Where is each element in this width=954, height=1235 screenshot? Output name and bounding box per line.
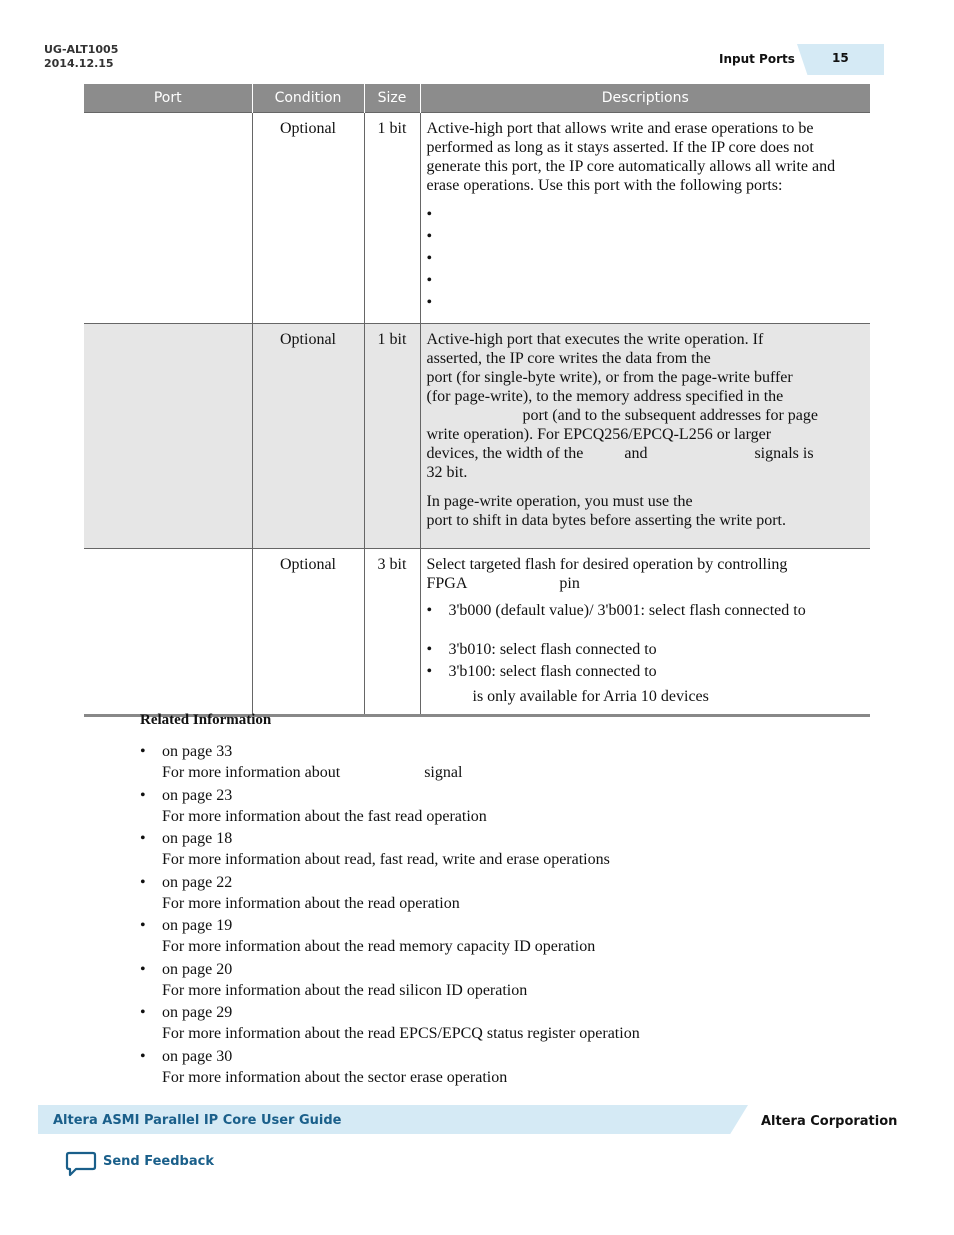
list-item: • 3'b010: select flash connected to (427, 640, 865, 659)
text-line: port (for single-byte write), or from the page-write buffer (426, 369, 793, 386)
related-desc: For more information about the fast read operation (162, 807, 487, 825)
condition-cell: Optional (252, 324, 364, 549)
text-line: FPGA (426, 575, 468, 592)
related-port-list (427, 205, 865, 312)
port-cell (84, 113, 252, 324)
related-desc: For more information about read, fast read, write and erase operations (162, 851, 610, 868)
condition-cell: Optional (252, 549, 364, 716)
table-row (84, 324, 870, 549)
text-line: 32 bit. (426, 464, 468, 481)
list-item[interactable] (140, 1046, 820, 1088)
footer-guide-title[interactable]: Altera ASMI Parallel IP Core User Guide (53, 1113, 342, 1128)
list-item[interactable] (140, 741, 820, 783)
port-cell (84, 324, 252, 549)
size-cell: 1 bit (364, 113, 420, 324)
related-link[interactable]: on page 33 (162, 743, 233, 760)
description-text (427, 555, 865, 593)
table-row (84, 549, 870, 716)
description-cell (420, 549, 870, 716)
table-row (84, 113, 870, 324)
feedback-icon[interactable] (65, 1150, 97, 1178)
doc-date: 2014.12.15 (44, 57, 114, 70)
list-item (427, 249, 865, 268)
send-feedback-link[interactable]: Send Feedback (103, 1154, 214, 1169)
doc-id-block (44, 43, 118, 71)
related-desc: For more information about the read EPCS/EPCQ status register operation (162, 1025, 640, 1042)
related-info-title: Related Information (140, 712, 272, 728)
list-item[interactable] (140, 785, 820, 827)
related-desc: For more information about (162, 764, 341, 781)
list-item: • 3'b100: select flash connected to (427, 662, 865, 681)
availability-note: is only available for Arria 10 devices (472, 688, 709, 705)
related-link[interactable]: on page 23 (162, 786, 233, 804)
related-link[interactable]: on page 30 (162, 1047, 233, 1065)
text-line: port to shift in data bytes before asserting the write port. (426, 512, 786, 529)
section-title: Input Ports (719, 52, 795, 66)
size-cell: 1 bit (364, 324, 420, 549)
related-info-list (140, 741, 820, 1089)
list-item[interactable] (140, 959, 820, 1001)
table-header-row (84, 84, 870, 113)
column-header-condition: Condition (252, 84, 364, 113)
list-item[interactable] (140, 915, 820, 957)
column-header-port: Port (84, 84, 252, 113)
list-item[interactable] (140, 1002, 820, 1044)
list-item (427, 271, 865, 290)
related-link[interactable]: on page 18 (162, 830, 233, 847)
text-line: port (and to the subsequent addresses for page (522, 407, 818, 424)
text-line: write operation). For EPCQ256/EPCQ-L256 or larger (426, 426, 772, 443)
flash-select-list (427, 601, 865, 681)
text-line: devices, the width of the (426, 445, 584, 462)
description-text (427, 492, 865, 530)
column-header-descriptions: Descriptions (420, 84, 870, 113)
ports-table (84, 84, 870, 717)
text-line: signals is (754, 445, 814, 462)
list-item[interactable] (140, 828, 820, 870)
page-number: 15 (832, 51, 849, 65)
text-line: and (624, 445, 648, 462)
related-link[interactable]: on page 22 (162, 873, 233, 891)
doc-id: UG-ALT1005 (44, 43, 119, 56)
description-cell (420, 113, 870, 324)
text-line: Select targeted flash for desired operation by controlling (426, 556, 788, 573)
text-line: asserted, the IP core writes the data from the (426, 350, 711, 367)
related-link[interactable]: on page 20 (162, 960, 233, 978)
condition-cell: Optional (252, 113, 364, 324)
related-desc: For more information about the read silicon ID operation (162, 981, 528, 999)
related-desc: For more information about the read memory capacity ID operation (162, 938, 596, 955)
description-text: Active-high port that allows write and erase operations to be performed as long as it stays asserted. If the IP core does not generate this port, the IP core automatically allows all write and erase operations. Use this port with the following ports: (426, 120, 836, 194)
port-cell (84, 549, 252, 716)
size-cell: 3 bit (364, 549, 420, 716)
text-line: pin (559, 575, 580, 592)
description-text (427, 330, 865, 482)
text-line: (for page-write), to the memory address specified in the (426, 388, 784, 405)
list-item (427, 205, 865, 224)
description-cell (420, 324, 870, 549)
related-desc: signal (424, 764, 463, 781)
related-link[interactable]: on page 29 (162, 1004, 233, 1021)
footer-company: Altera Corporation (761, 1114, 898, 1129)
text-line: Active-high port that executes the write operation. If (426, 331, 764, 348)
list-item[interactable] (140, 872, 820, 914)
related-desc: For more information about the read operation (162, 894, 460, 912)
text-line: In page-write operation, you must use the (426, 493, 693, 510)
column-header-size: Size (364, 84, 420, 113)
list-item (427, 227, 865, 246)
related-desc: For more information about the sector erase operation (162, 1068, 508, 1086)
list-item: • 3'b000 (default value)/ 3'b001: select flash connected to (427, 601, 865, 620)
list-item (427, 293, 865, 312)
related-link[interactable]: on page 19 (162, 917, 233, 934)
